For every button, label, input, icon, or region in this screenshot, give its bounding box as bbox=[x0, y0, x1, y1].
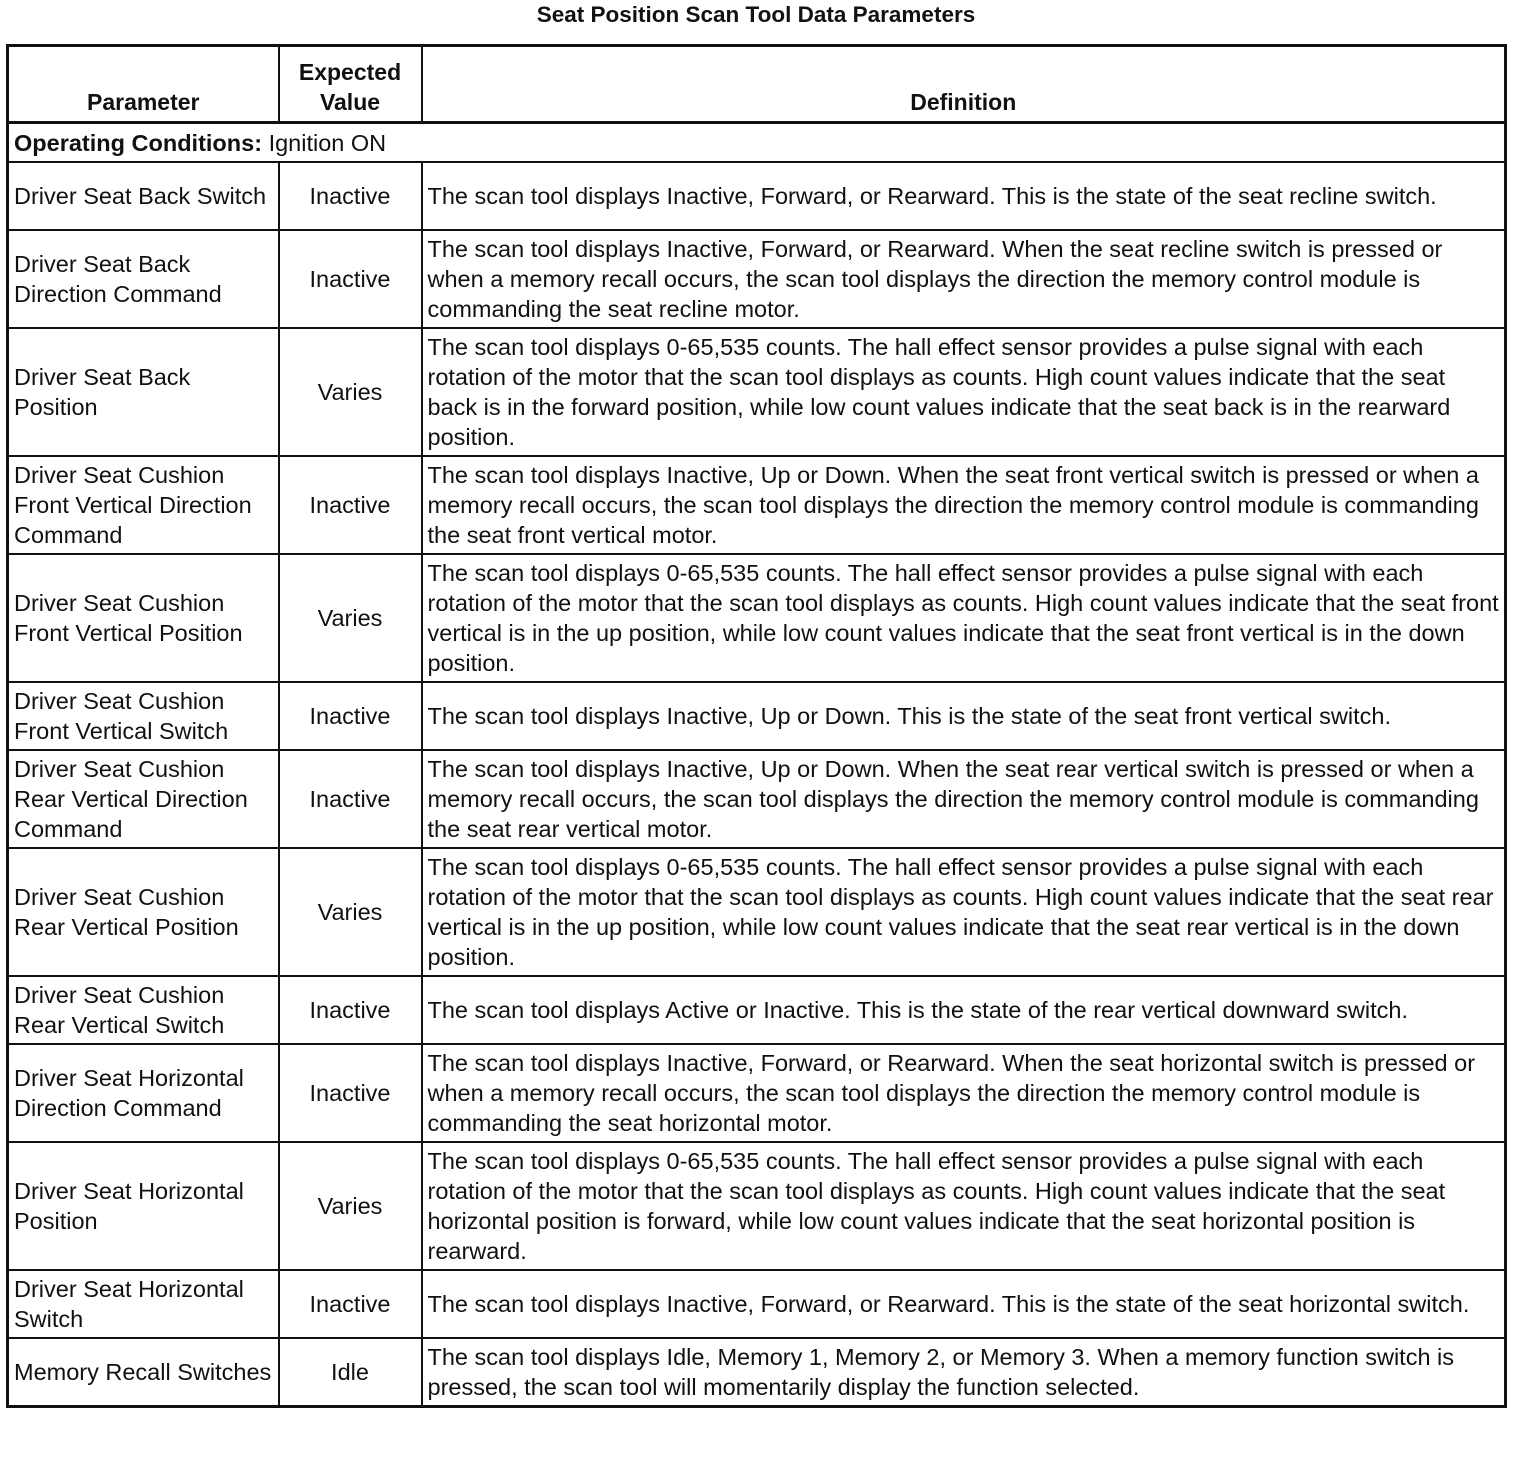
scan-tool-data-table bbox=[6, 44, 1507, 1408]
definition-cell: The scan tool displays Idle, Memory 1, Memory 2, or Memory 3. When a memory function switch is pressed, the scan tool will momentarily display the function selected. bbox=[422, 1338, 1506, 1407]
table-row bbox=[8, 328, 1506, 456]
definition-cell: The scan tool displays Active or Inactive. This is the state of the rear vertical downward switch. bbox=[422, 976, 1506, 1044]
definition-cell: The scan tool displays Inactive, Up or Down. This is the state of the seat front vertical switch. bbox=[422, 682, 1506, 750]
parameter-cell: Driver Seat Back Position bbox=[8, 328, 279, 456]
header-row bbox=[8, 46, 1506, 123]
expected-value-cell: Varies bbox=[279, 1142, 422, 1270]
expected-value-cell: Inactive bbox=[279, 162, 422, 230]
table-row bbox=[8, 1338, 1506, 1407]
definition-cell: The scan tool displays Inactive, Forward, or Rearward. This is the state of the seat recline switch. bbox=[422, 162, 1506, 230]
table-row bbox=[8, 682, 1506, 750]
header-definition: Definition bbox=[422, 46, 1506, 123]
expected-value-cell: Inactive bbox=[279, 976, 422, 1044]
table-row bbox=[8, 456, 1506, 554]
expected-value-cell: Inactive bbox=[279, 750, 422, 848]
parameter-cell: Driver Seat Cushion Front Vertical Direction Command bbox=[8, 456, 279, 554]
operating-conditions-cell bbox=[8, 123, 1506, 163]
expected-value-cell: Varies bbox=[279, 328, 422, 456]
definition-cell: The scan tool displays Inactive, Up or Down. When the seat front vertical switch is pressed or when a memory recall occurs, the scan tool displays the direction the memory control module is commanding the seat front vertical motor. bbox=[422, 456, 1506, 554]
table-row bbox=[8, 162, 1506, 230]
operating-conditions-label: Operating Conditions: bbox=[14, 129, 263, 156]
definition-cell: The scan tool displays 0-65,535 counts. The hall effect sensor provides a pulse signal with each rotation of the motor that the scan tool displays as counts. High count values indicate that the seat back is in the forward position, while low count values indicate that the seat back is in the rearward position. bbox=[422, 328, 1506, 456]
expected-value-cell: Varies bbox=[279, 554, 422, 682]
expected-value-cell: Idle bbox=[279, 1338, 422, 1407]
expected-value-cell: Varies bbox=[279, 848, 422, 976]
expected-value-cell: Inactive bbox=[279, 230, 422, 328]
parameter-cell: Driver Seat Back Switch bbox=[8, 162, 279, 230]
header-expected-value: Expected Value bbox=[279, 46, 422, 123]
parameter-cell: Driver Seat Cushion Rear Vertical Switch bbox=[8, 976, 279, 1044]
parameter-cell: Driver Seat Back Direction Command bbox=[8, 230, 279, 328]
operating-conditions-row bbox=[8, 123, 1506, 163]
parameter-cell: Driver Seat Cushion Front Vertical Position bbox=[8, 554, 279, 682]
definition-cell: The scan tool displays Inactive, Forward, or Rearward. When the seat recline switch is pressed or when a memory recall occurs, the scan tool displays the direction the memory control module is commanding the seat recline motor. bbox=[422, 230, 1506, 328]
expected-value-cell: Inactive bbox=[279, 456, 422, 554]
table-row bbox=[8, 1044, 1506, 1142]
table-row bbox=[8, 750, 1506, 848]
expected-value-cell: Inactive bbox=[279, 682, 422, 750]
definition-cell: The scan tool displays Inactive, Forward, or Rearward. When the seat horizontal switch is pressed or when a memory recall occurs, the scan tool displays the direction the memory control module is commanding the seat horizontal motor. bbox=[422, 1044, 1506, 1142]
parameter-cell: Memory Recall Switches bbox=[8, 1338, 279, 1407]
definition-cell: The scan tool displays 0-65,535 counts. The hall effect sensor provides a pulse signal with each rotation of the motor that the scan tool displays as counts. High count values indicate that the seat front vertical is in the up position, while low count values indicate that the seat front vertical is in the down position. bbox=[422, 554, 1506, 682]
parameter-cell: Driver Seat Horizontal Position bbox=[8, 1142, 279, 1270]
definition-cell: The scan tool displays 0-65,535 counts. The hall effect sensor provides a pulse signal with each rotation of the motor that the scan tool displays as counts. High count values indicate that the seat horizontal position is forward, while low count values indicate that the seat horizontal position is rearward. bbox=[422, 1142, 1506, 1270]
expected-value-cell: Inactive bbox=[279, 1270, 422, 1338]
parameter-cell: Driver Seat Cushion Front Vertical Switch bbox=[8, 682, 279, 750]
definition-cell: The scan tool displays 0-65,535 counts. The hall effect sensor provides a pulse signal with each rotation of the motor that the scan tool displays as counts. High count values indicate that the seat rear vertical is in the up position, while low count values indicate that the seat rear vertical is in the down position. bbox=[422, 848, 1506, 976]
table-row bbox=[8, 230, 1506, 328]
header-parameter: Parameter bbox=[8, 46, 279, 123]
table-row bbox=[8, 554, 1506, 682]
parameter-cell: Driver Seat Horizontal Direction Command bbox=[8, 1044, 279, 1142]
parameter-cell: Driver Seat Cushion Rear Vertical Direction Command bbox=[8, 750, 279, 848]
table-title: Seat Position Scan Tool Data Parameters bbox=[536, 2, 976, 27]
table-row bbox=[8, 1142, 1506, 1270]
table-row bbox=[8, 976, 1506, 1044]
definition-cell: The scan tool displays Inactive, Forward, or Rearward. This is the state of the seat horizontal switch. bbox=[422, 1270, 1506, 1338]
table-row bbox=[8, 1270, 1506, 1338]
expected-value-cell: Inactive bbox=[279, 1044, 422, 1142]
table-row bbox=[8, 848, 1506, 976]
parameter-cell: Driver Seat Horizontal Switch bbox=[8, 1270, 279, 1338]
operating-conditions-value: Ignition ON bbox=[262, 129, 387, 156]
definition-cell: The scan tool displays Inactive, Up or Down. When the seat rear vertical switch is pressed or when a memory recall occurs, the scan tool displays the direction the memory control module is commanding the seat rear vertical motor. bbox=[422, 750, 1506, 848]
parameter-cell: Driver Seat Cushion Rear Vertical Position bbox=[8, 848, 279, 976]
